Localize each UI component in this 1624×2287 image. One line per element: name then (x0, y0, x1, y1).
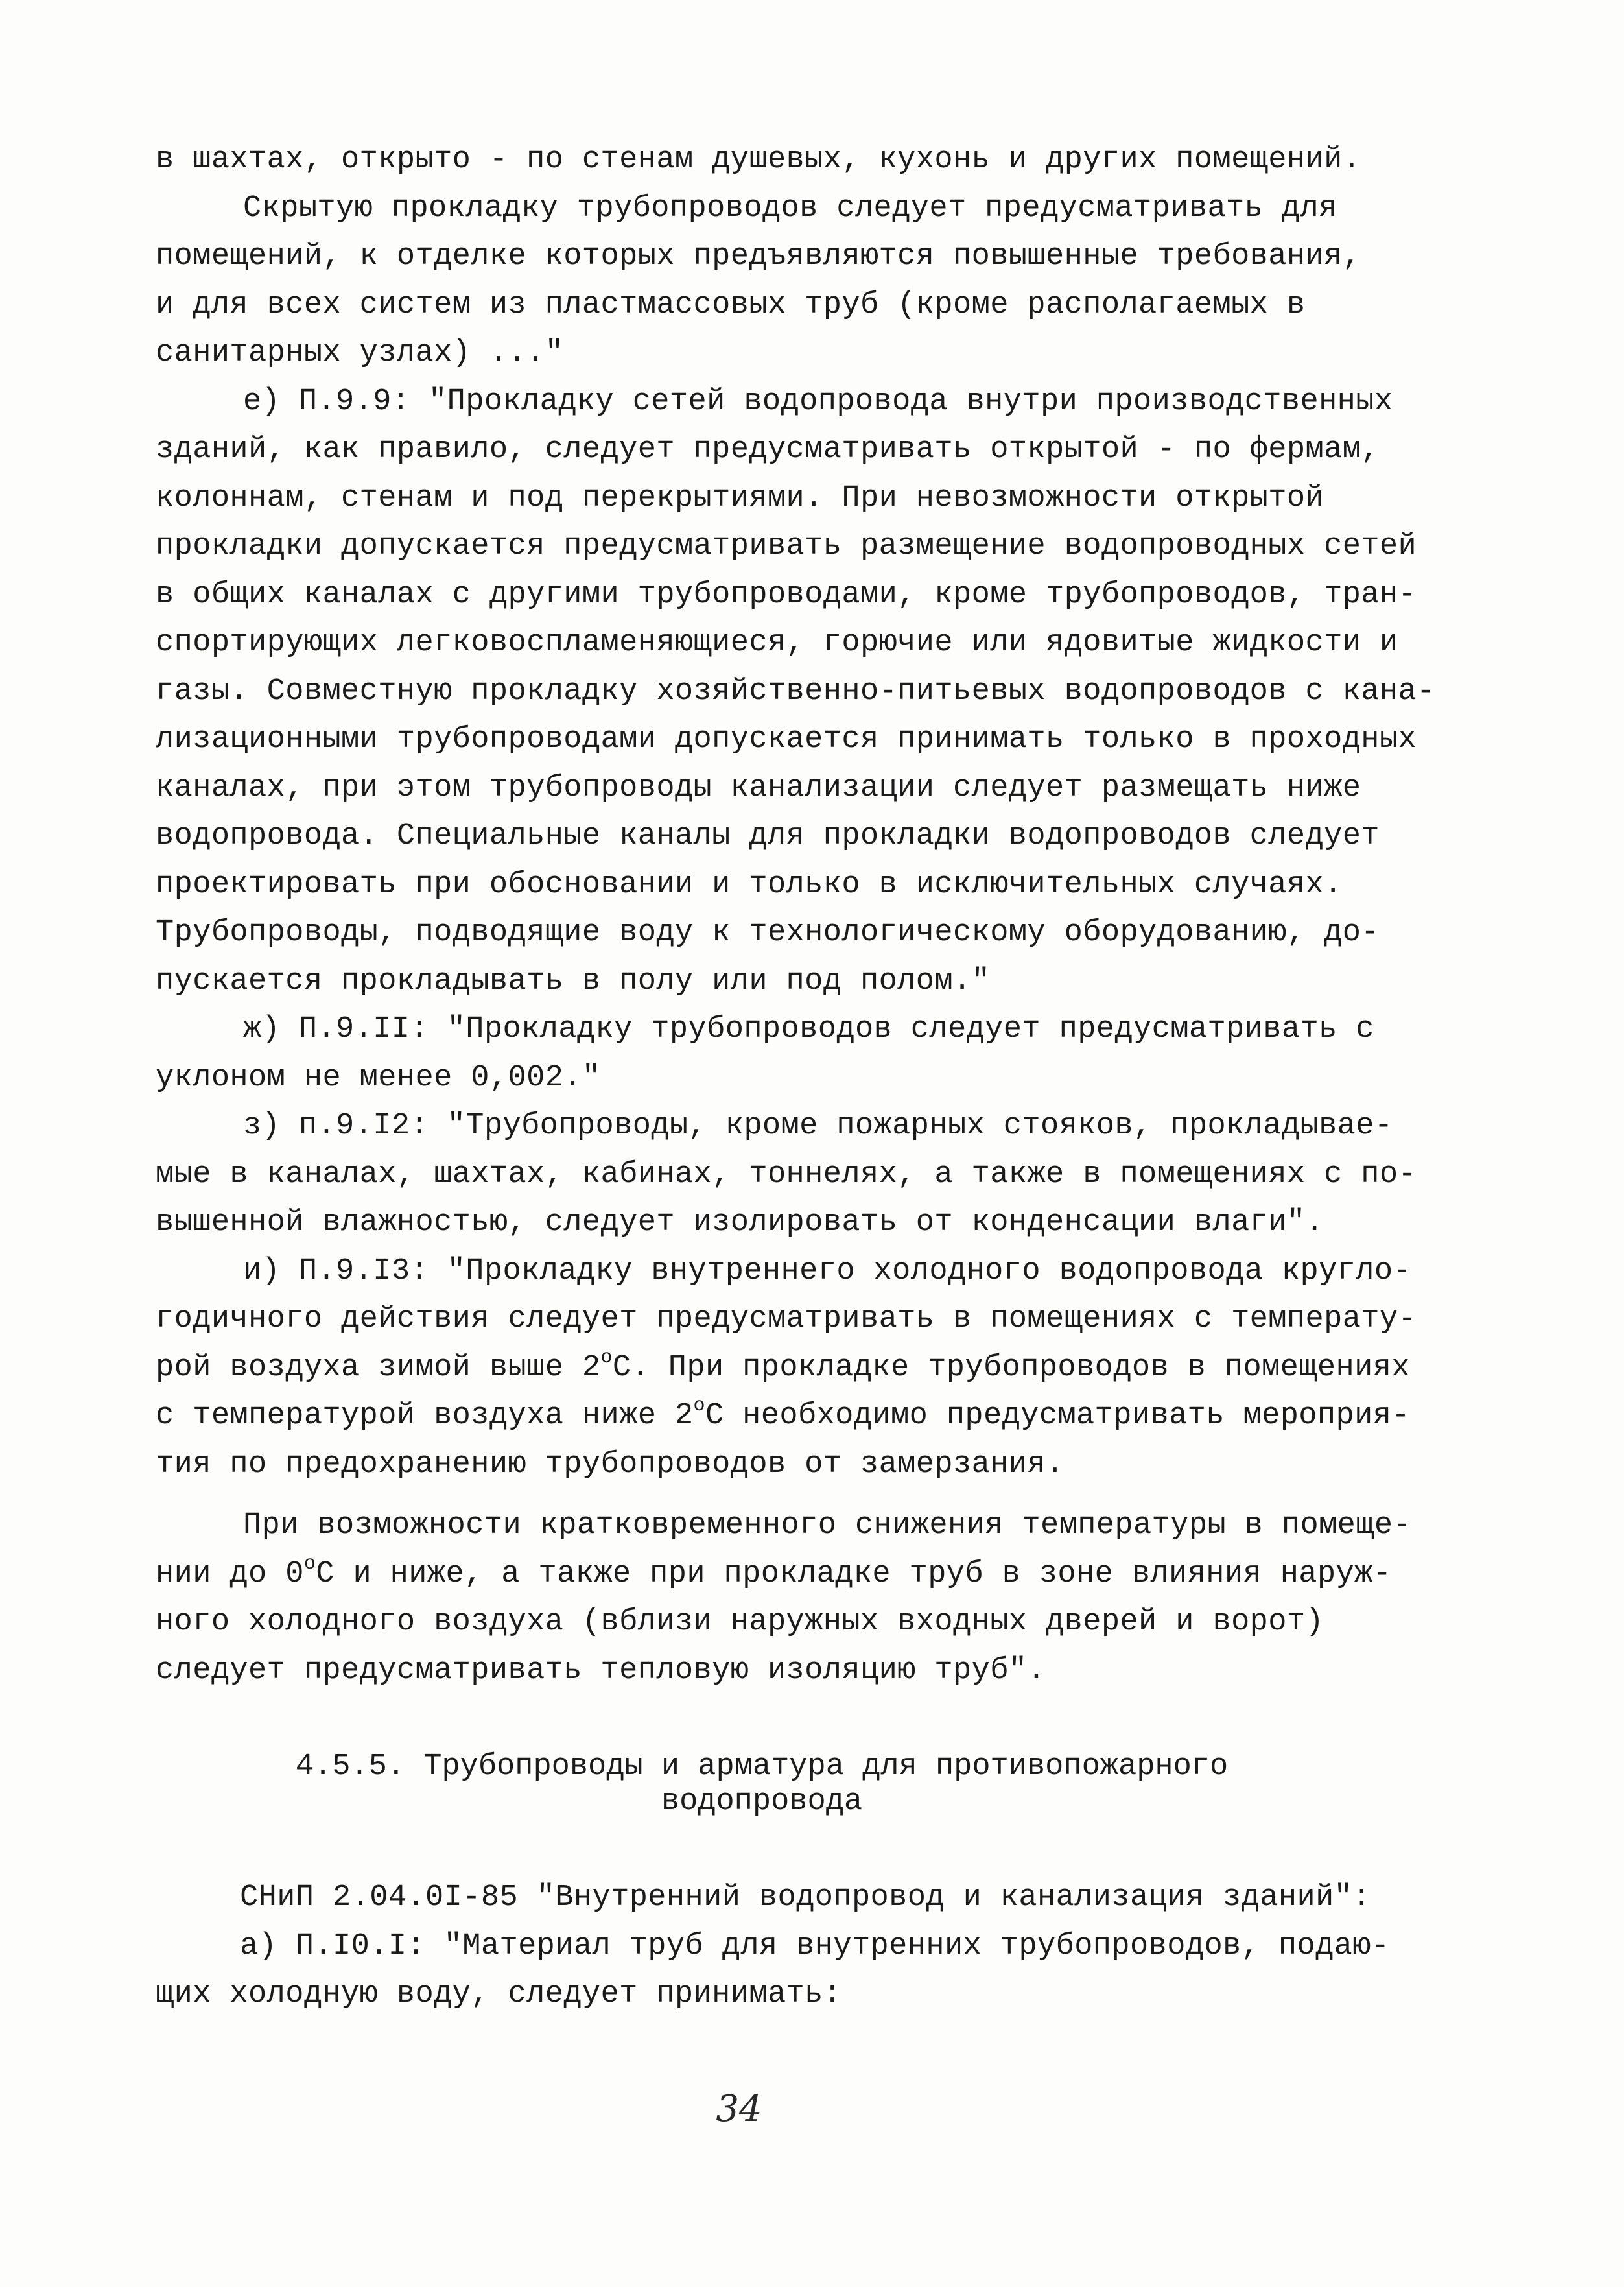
item-e-line: газы. Совместную прокладку хозяйственно-питьевых водопроводов с кана- (156, 674, 1435, 709)
text-segment: С. При прокладке трубопроводов в помещениях (612, 1350, 1410, 1385)
item-e-line: е) П.9.9: "Прокладку сетей водопровода внутри производственных (243, 384, 1393, 419)
item-e-line: прокладки допускается предусматривать размещение водопроводных сетей (156, 529, 1417, 563)
degree-superscript: о (693, 1395, 705, 1417)
item-e-line: проектировать при обосновании и только в исключительных случаях. (156, 867, 1343, 902)
item-i-line (156, 1392, 1549, 1441)
text-line: помещений, к отделке которых предъявляются повышенные требования, (156, 239, 1361, 274)
text-line: в шахтах, открыто - по стенам душевых, кухонь и других помещений. (156, 143, 1361, 177)
paragraph-line: При возможности кратковременного снижения температуры в помеще- (243, 1508, 1412, 1543)
section-heading (156, 1749, 1549, 1819)
text-segment: с температурой воздуха ниже 2 (156, 1399, 694, 1433)
item-e-line: водопровода. Специальные каналы для прокладки водопроводов следует (156, 819, 1380, 853)
snip-reference: СНиП 2.04.0I-85 "Внутренний водопровод и канализация зданий": (240, 1880, 1371, 1915)
text-segment: С и ниже, а также при прокладке труб в зоне влияния наруж- (316, 1556, 1392, 1591)
item-a-line: щих холодную воду, следует принимать: (156, 1977, 842, 2011)
section-heading-line: 4.5.5. Трубопроводы и арматура для противопожарного (295, 1749, 1229, 1784)
item-zh-line: ж) П.9.II: "Прокладку трубопроводов следует предусматривать с (243, 1012, 1374, 1047)
item-e-line: Трубопроводы, подводящие воду к технологическому оборудованию, до- (156, 916, 1380, 950)
text-line: и для всех систем из пластмассовых труб (кроме располагаемых в (156, 287, 1306, 322)
item-z-line: вышенной влажностью, следует изолировать от конденсации влаги". (156, 1205, 1324, 1240)
text-line: санитарных узлах) ..." (156, 336, 564, 370)
spacer (156, 1489, 1549, 1502)
item-a-line: а) П.I0.I: "Материал труб для внутренних трубопроводов, подаю- (240, 1928, 1390, 1963)
text-line: Скрытую прокладку трубопроводов следует предусматривать для (243, 191, 1337, 226)
spacer (156, 1695, 1549, 1749)
paragraph-line: следует предусматривать тепловую изоляцию труб". (156, 1653, 1046, 1688)
item-e-line: зданий, как правило, следует предусматривать открытой - по фермам, (156, 433, 1380, 467)
spacer (156, 1819, 1549, 1874)
paragraph-line (156, 1550, 1549, 1599)
item-e-line: лизационными трубопроводами допускается принимать только в проходных (156, 722, 1417, 757)
item-e-line: каналах, при этом трубопроводы канализации следует размещать ниже (156, 770, 1361, 805)
item-z-line: мые в каналах, шахтах, кабинах, тоннелях, а также в помещениях с по- (156, 1157, 1417, 1192)
item-e-line: пускается прокладывать в полу или под полом." (156, 964, 991, 999)
item-i-line: тия по предохранению трубопроводов от замерзания. (156, 1447, 1065, 1482)
degree-superscript: о (600, 1346, 613, 1369)
text-segment: С необходимо предусматривать мероприя- (705, 1399, 1410, 1433)
item-i-line: и) П.9.I3: "Прокладку внутреннего холодного водопровода кругло- (243, 1253, 1412, 1288)
body-text (156, 136, 1549, 2019)
text-segment: рой воздуха зимой выше 2 (156, 1350, 601, 1385)
item-e-line: спортирующих легковоспламеняющиеся, горючие или ядовитые жидкости и (156, 626, 1398, 660)
item-e-line: в общих каналах с другими трубопроводами, кроме трубопроводов, тран- (156, 577, 1417, 612)
item-i-line (156, 1344, 1549, 1393)
section-heading-line: водопровода (661, 1784, 863, 1819)
item-zh-line: уклоном не менее 0,002." (156, 1060, 601, 1095)
text-segment: нии до 0 (156, 1556, 304, 1591)
paragraph-line: ного холодного воздуха (вблизи наружных входных дверей и ворот) (156, 1605, 1324, 1639)
degree-superscript: о (303, 1552, 316, 1575)
item-i-line: годичного действия следует предусматривать в помещениях с температу- (156, 1302, 1417, 1336)
item-e-line: колоннам, стенам и под перекрытиями. При невозможности открытой (156, 480, 1324, 515)
page-number: 34 (716, 2088, 762, 2130)
item-z-line: з) п.9.I2: "Трубопроводы, кроме пожарных стояков, прокладывае- (243, 1109, 1393, 1143)
